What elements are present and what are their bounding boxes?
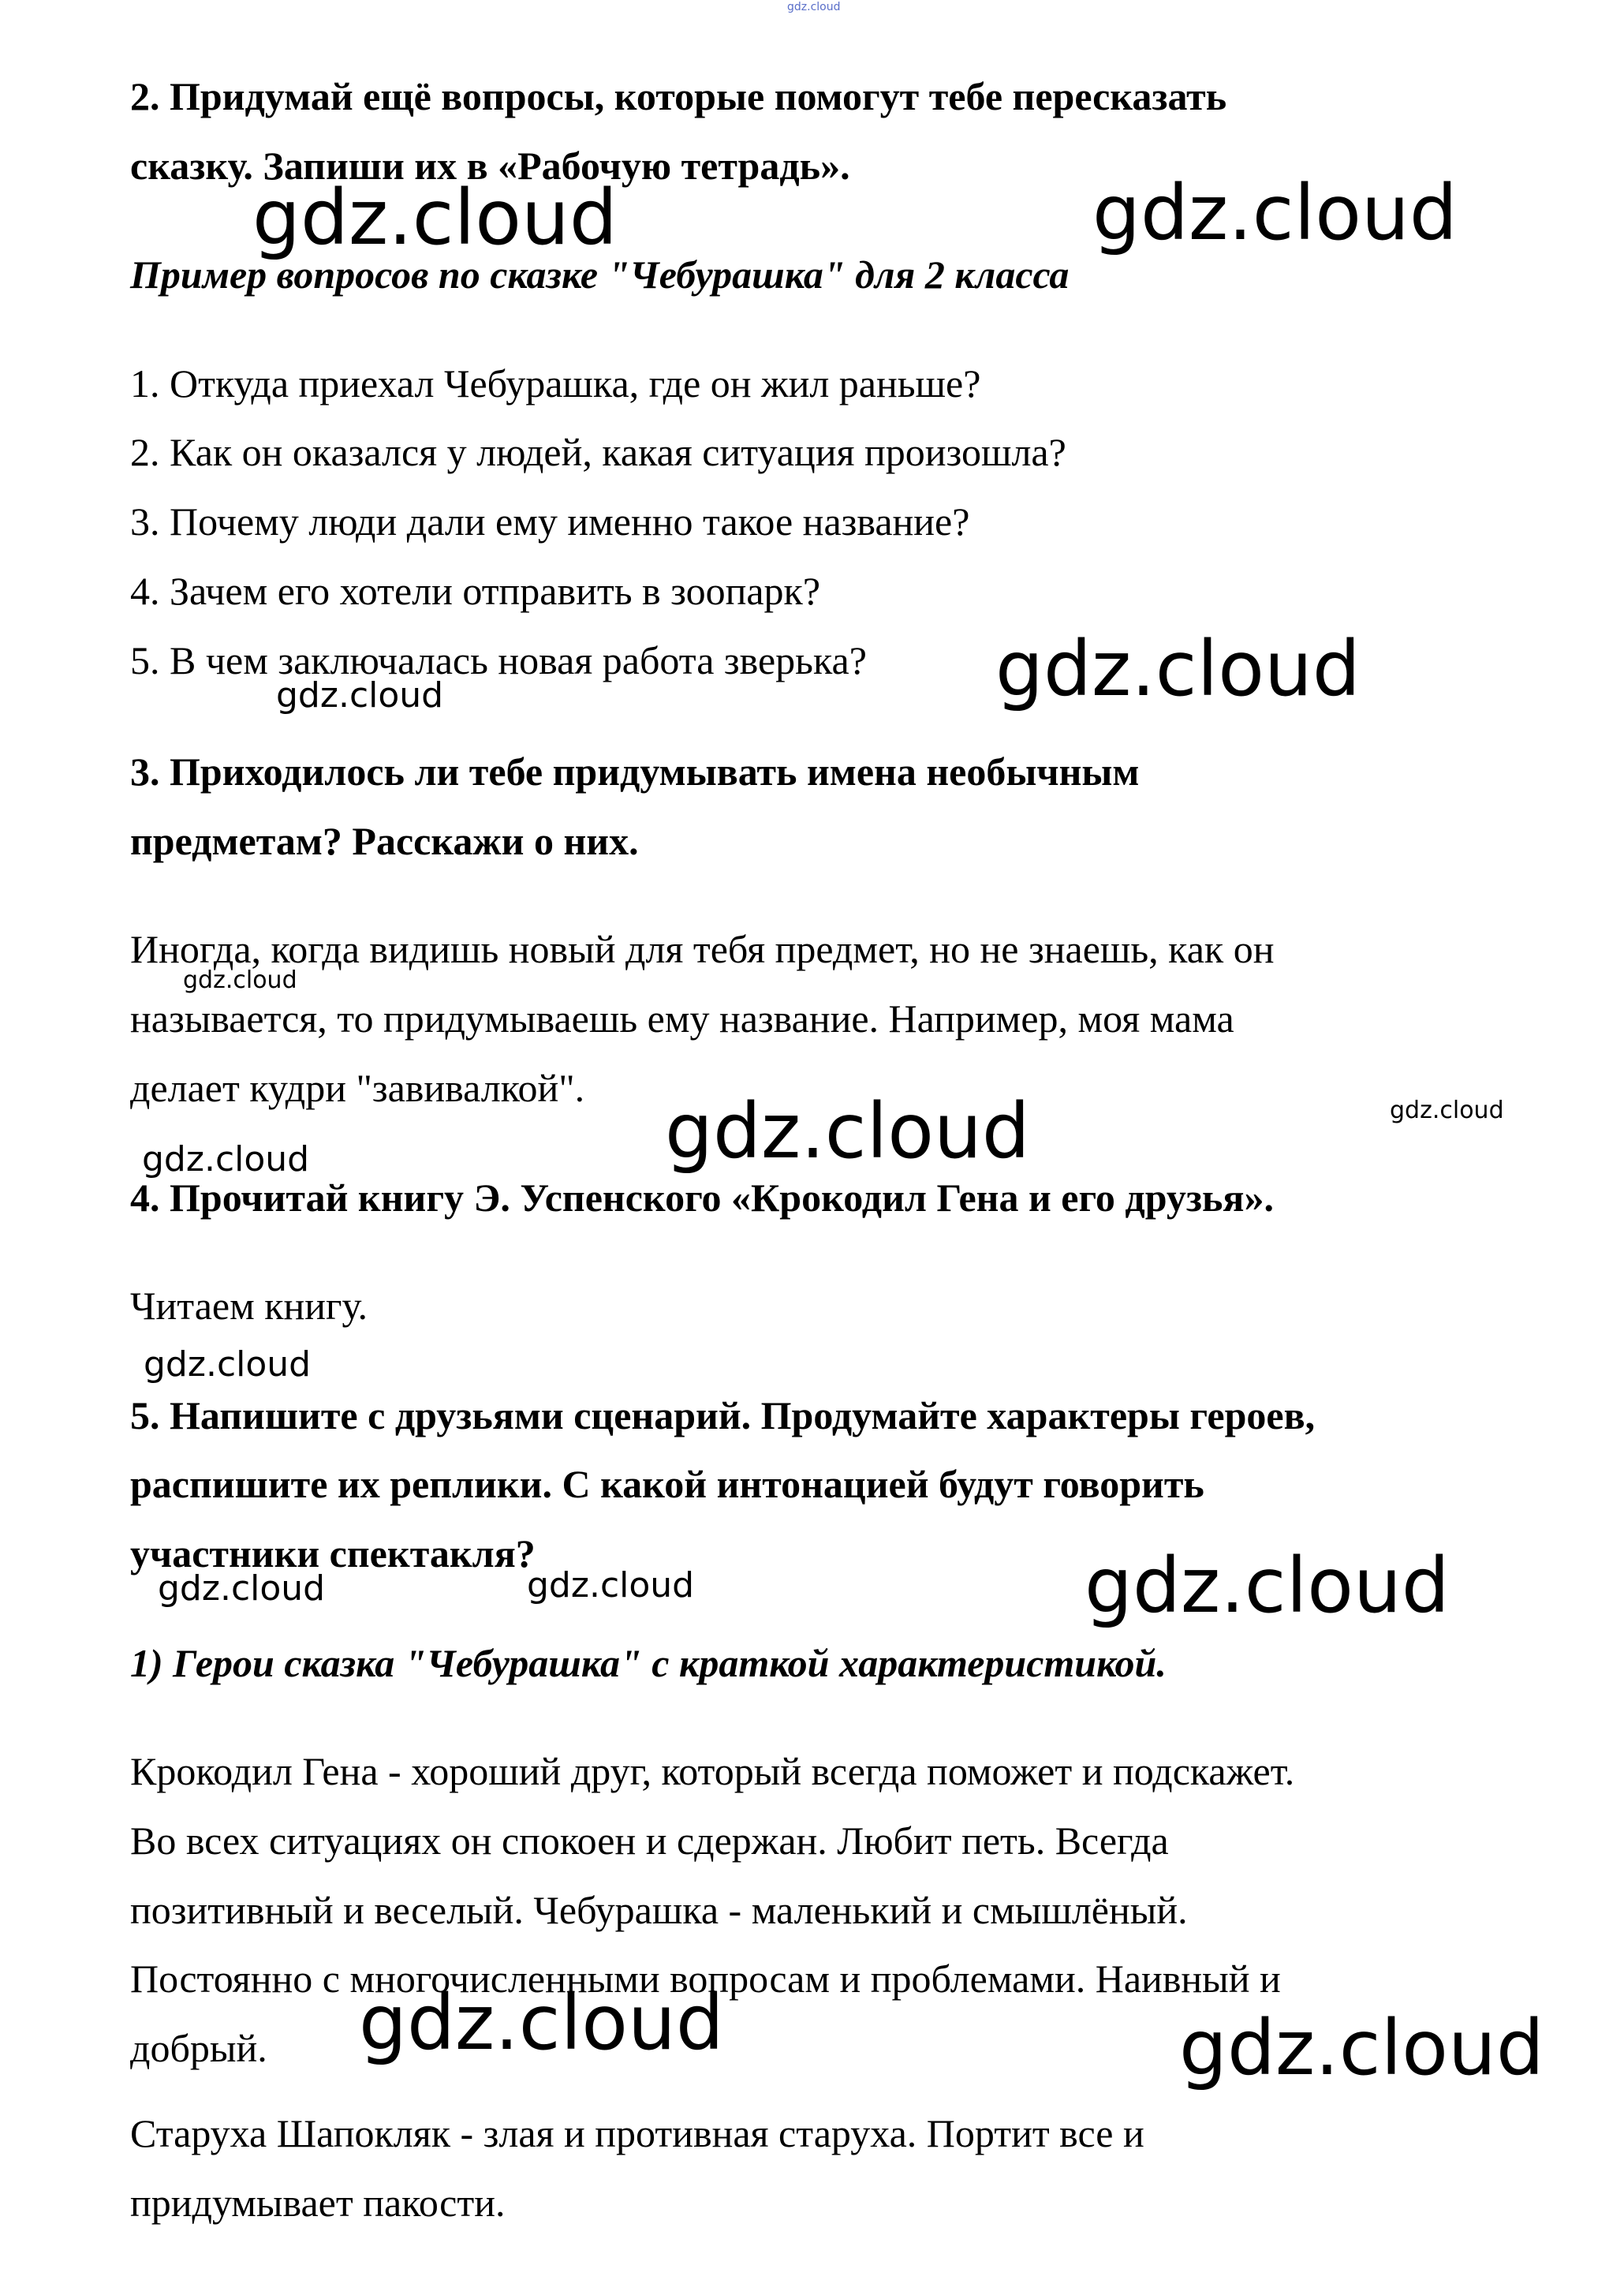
question-item-4: 4. Зачем его хотели отправить в зоопарк? [130, 569, 821, 613]
task5-paragraph2-line-2: придумывает пакости. [130, 2181, 506, 2225]
watermark: gdz.cloud [359, 1979, 724, 2067]
task3-answer-line-1: Иногда, когда видишь новый для тебя предмет, но не знаешь, как он [130, 927, 1275, 971]
task4-answer: Читаем книгу. [130, 1284, 368, 1328]
task2-heading-line-2: сказку. Запиши их в «Рабочую тетрадь». [130, 144, 850, 188]
watermark: gdz.cloud [252, 174, 618, 262]
watermark: gdz.cloud [1092, 169, 1458, 257]
task5-paragraph2-line-1: Старуха Шапокляк - злая и противная старуха. Портит все и [130, 2111, 1144, 2155]
task5-subheading: 1) Герои сказка "Чебурашка" с краткой характеристикой. [130, 1641, 1167, 1685]
watermark: gdz.cloud [1085, 1542, 1450, 1630]
task5-heading-line-2: распишите их реплики. С какой интонацией будут говорить [130, 1462, 1204, 1506]
task2-subheading: Пример вопросов по сказке "Чебурашка" для 2 класса [130, 252, 1070, 297]
question-item-1: 1. Откуда приехал Чебурашка, где он жил раньше? [130, 361, 981, 406]
watermark: gdz.cloud [276, 675, 444, 716]
watermark: gdz.cloud [158, 1568, 326, 1609]
task5-paragraph1-line-1: Крокодил Гена - хороший друг, который всегда поможет и подскажет. [130, 1749, 1295, 1793]
watermark: gdz.cloud [665, 1087, 1030, 1176]
task3-answer-line-2: называется, то придумываешь ему название. Например, моя мама [130, 996, 1234, 1041]
question-item-2: 2. Как он оказался у людей, какая ситуация произошла? [130, 430, 1066, 474]
watermark: gdz.cloud [995, 625, 1361, 713]
watermark: gdz.cloud [1390, 1097, 1504, 1124]
task4-heading: 4. Прочитай книгу Э. Успенского «Крокодил Гена и его друзья». [130, 1176, 1274, 1220]
watermark: gdz.cloud [1179, 2004, 1544, 2092]
task5-heading-line-3: участники спектакля? [130, 1531, 536, 1575]
watermark: gdz.cloud [183, 966, 297, 994]
task3-heading-line-1: 3. Приходилось ли тебе придумывать имена необычным [130, 749, 1140, 794]
task3-heading-line-2: предметам? Расскажи о них. [130, 819, 639, 863]
watermark: gdz.cloud [142, 1139, 310, 1179]
task3-answer-line-3: делает кудри "завивалкой". [130, 1066, 585, 1110]
task5-paragraph1-line-2: Во всех ситуациях он спокоен и сдержан. Любит петь. Всегда [130, 1818, 1169, 1863]
watermark: gdz.cloud [527, 1565, 695, 1605]
task5-paragraph1-line-3: позитивный и веселый. Чебурашка - маленький и смышлёный. [130, 1888, 1188, 1932]
task5-heading-line-1: 5. Напишите с друзьями сценарий. Продумайте характеры героев, [130, 1393, 1316, 1437]
question-item-3: 3. Почему люди дали ему именно такое название? [130, 499, 970, 544]
task2-heading-line-1: 2. Придумай ещё вопросы, которые помогут тебе пересказать [130, 74, 1227, 118]
question-item-5: 5. В чем заключалась новая работа зверька? [130, 638, 867, 682]
task5-paragraph1-line-4: Постоянно с многочисленными вопросам и проблемами. Наивный и [130, 1957, 1281, 2001]
header-watermark: gdz.cloud [787, 1, 841, 13]
watermark: gdz.cloud [144, 1344, 312, 1385]
task5-paragraph1-line-5: добрый. [130, 2026, 267, 2070]
